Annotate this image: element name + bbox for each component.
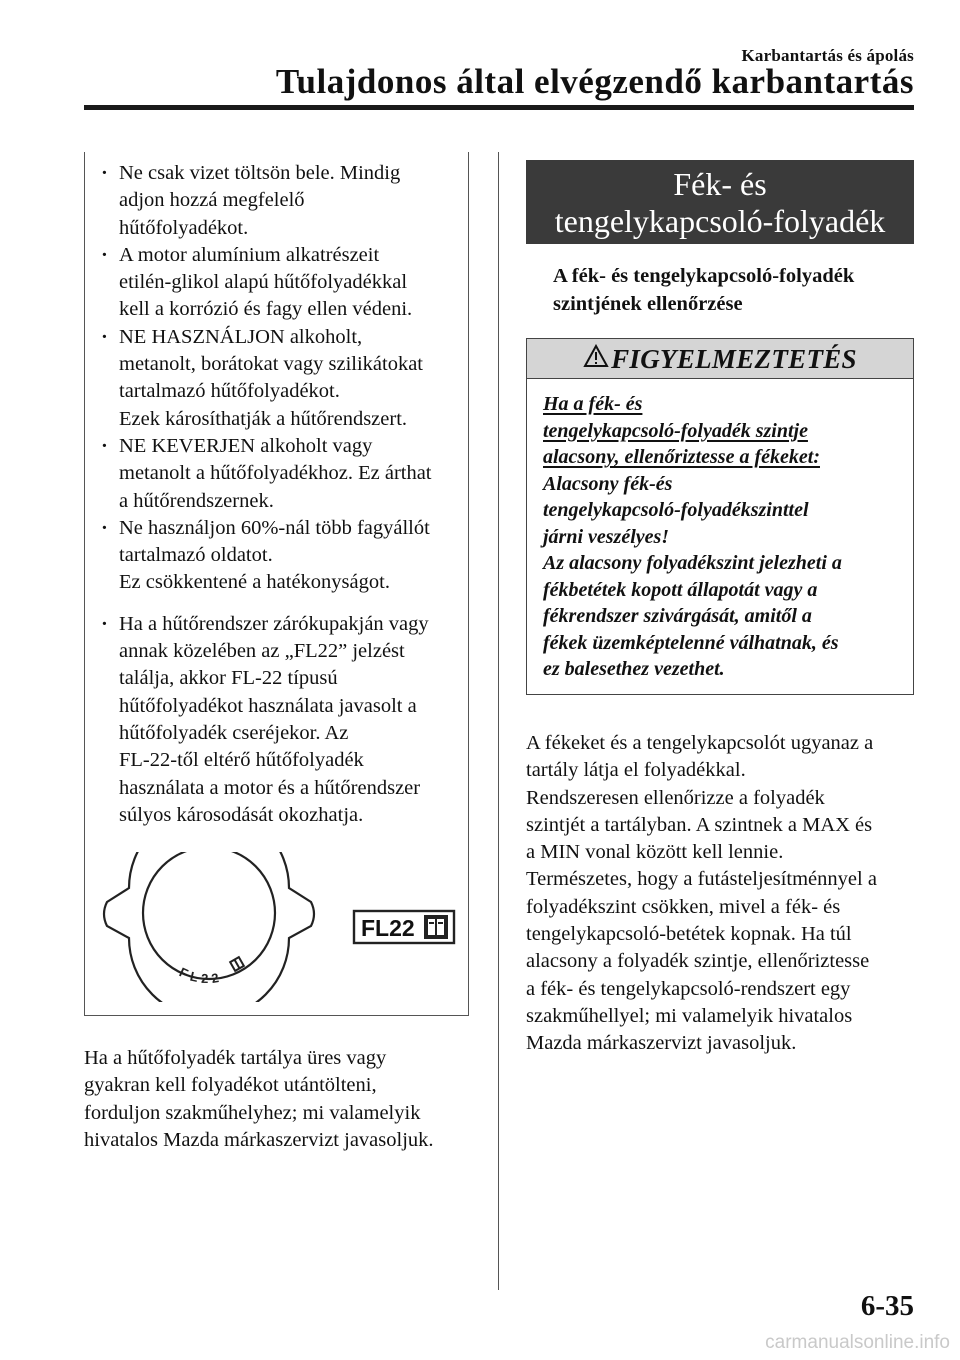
radiator-cap-illustration [99,852,459,1002]
text-line: Mazda márkaszervizt javasoljuk. [526,1032,797,1055]
bullet-item [99,242,459,324]
bullet-line: annak közelében az „FL22” jelzést [119,640,405,663]
bullet-item [99,433,459,515]
text-line: alacsony a folyadék szintje, ellenőriztesse [526,950,870,973]
text-line: forduljon szakműhelyhez; mi valamelyik [84,1101,421,1124]
caution-bullet-list [99,160,459,829]
warning-title: FIGYELMEZTETÉS [611,344,857,374]
heading-line: Fék- és [673,166,767,202]
warning-line: alacsony, ellenőriztesse a fékeket: [543,446,820,468]
watermark: carmanualsonline.info [765,1332,950,1353]
bullet-line: kell a korrózió és fagy ellen védeni. [119,298,413,321]
bullet-line: · NE KEVERJEN alkoholt vagy [119,434,373,457]
bullet-line: etilén-glikol alapú hűtőfolyadékkal [119,271,408,294]
text-line: tartály látja el folyadékkal. [526,759,746,782]
warning-text [527,379,913,683]
bullet-line: tartalmazó oldatot. [119,544,273,567]
warning-line: Alacsony fék-és [543,472,673,495]
bullet-line: hűtőfolyadékot használata javasolt a [119,694,417,717]
warning-line: fékbetétek kopott állapotát vagy a [543,578,818,601]
coolant-refill-paragraph [84,1045,469,1154]
warning-line: fékrendszer szivárgását, amitől a [543,605,812,627]
bullet-line: súlyos károsodását okozhatja. [119,803,364,826]
bullet-item [99,515,459,597]
bullet-item [99,324,459,433]
bullet-line: Ez csökkentené a hatékonyságot. [119,571,390,594]
text-line: szakműhellyel; mi valamelyik hivatalos [526,1004,853,1027]
heading-line: tengelykapcsoló-folyadék [554,203,886,239]
text-line: Rendszeresen ellenőrizze a folyadék [526,786,825,809]
text-line: Ha a hűtőfolyadék tartálya üres vagy [84,1047,387,1069]
column-divider [498,152,499,1290]
page-number: 6-35 [860,1290,914,1322]
bullet-line: hűtőfolyadék cseréjekor. Az [119,721,349,744]
warning-line: járni veszélyes! [543,525,670,548]
text-line: szintjét a tartályban. A szintnek a MAX és [526,813,873,836]
text-line: Természetes, hogy a futásteljesítménnyel a [526,868,877,891]
bullet-line: · Ne használjon 60%-nál több fagyállót [119,516,430,539]
text-line: hivatalos Mazda márkaszervizt javasoljuk. [84,1128,434,1151]
bullet-line: · Ha a hűtőrendszer zárókupakján vagy [119,612,429,635]
label-marking: FL22 [361,915,415,941]
brake-fluid-paragraph [526,730,916,1058]
coolant-caution-box [84,152,469,1016]
warning-line: fékek üzemképtelenné válhatnak, és [543,631,839,654]
warning-triangle-icon [583,339,609,379]
text-line: gyakran kell folyadékot utántölteni, [84,1074,377,1097]
section-heading [526,160,914,244]
header-rule [84,105,914,110]
subsection-heading [553,262,913,318]
text-line: tengelykapcsoló-betétek kopnak. Ha túl [526,923,852,946]
bullet-line: metanolt a hűtőfolyadékhoz. Ez árthat [119,462,432,485]
bullet-line: adjon hozzá megfelelő [119,189,305,212]
bullet-line: találja, akkor FL-22 típusú [119,667,338,690]
warning-line: Az alacsony folyadékszint jelezheti a [543,552,842,574]
warning-line: tengelykapcsoló-folyadék szintje [543,419,808,442]
subheading-line: A fék- és tengelykapcsoló-folyadék [553,265,855,287]
bullet-line: · Ne csak vizet töltsön bele. Mindig [119,162,401,184]
bullet-item [99,611,459,829]
bullet-line: a hűtőrendszernek. [119,489,274,512]
text-line: a MIN vonal között kell lennie. [526,841,784,864]
text-line: folyadékszint csökken, mivel a fék- és [526,895,841,918]
warning-title-bar [527,339,913,379]
bullet-line: FL-22-től eltérő hűtőfolyadék [119,749,364,772]
text-line: A fékeket és a tengelykapcsolót ugyanaz a [526,732,874,754]
manual-book-icon [424,915,448,939]
bullet-line: tartalmazó hűtőfolyadékot. [119,380,340,403]
warning-line: Ha a fék- és [543,393,643,415]
bullet-line: · A motor alumínium alkatrészeit [119,243,380,266]
bullet-line: Ezek károsíthatják a hűtőrendszert. [119,407,408,430]
bullet-line: hűtőfolyadékot. [119,216,249,239]
bullet-line: használata a motor és a hűtőrendszer [119,776,421,799]
text-line: a fék- és tengelykapcsoló-rendszert egy [526,977,851,1000]
cap-marking: FL22 [177,964,224,987]
warning-line: ez balesethez vezethet. [543,658,725,680]
bullet-line: metanolt, borátokat vagy szilikátokat [119,353,423,376]
warning-box [526,338,914,695]
bullet-line: · NE HASZNÁLJON alkoholt, [119,325,363,348]
subheading-line: szintjének ellenőrzése [553,293,743,315]
section-label: Karbantartás és ápolás [741,46,914,65]
warning-line: tengelykapcsoló-folyadékszinttel [543,499,809,521]
bullet-item [99,160,459,242]
page-title: Tulajdonos által elvégzendő karbantartás [275,62,914,101]
fl22-label [354,911,454,943]
